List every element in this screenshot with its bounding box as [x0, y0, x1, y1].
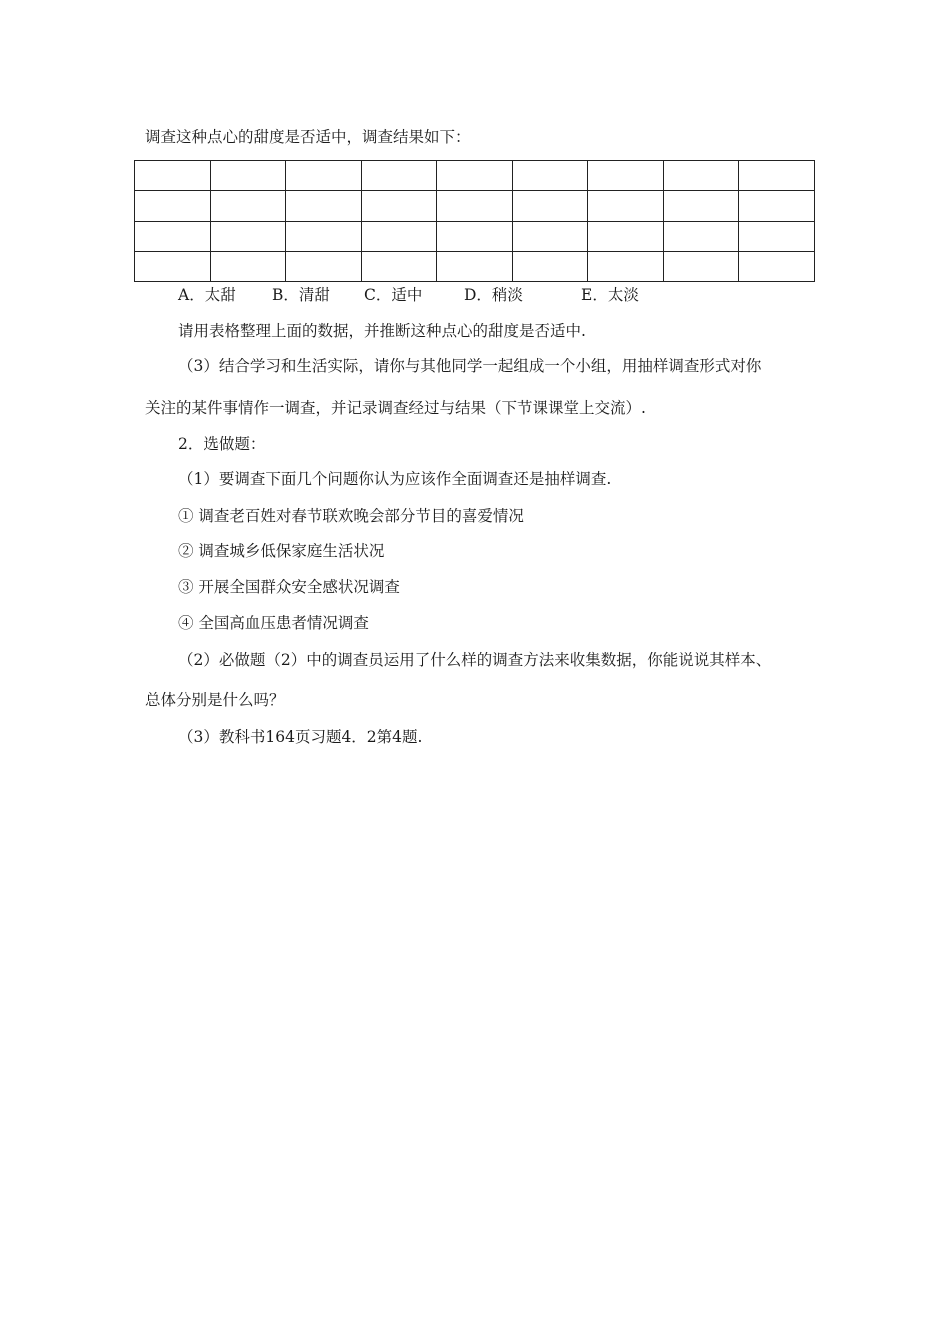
table-cell [286, 191, 362, 221]
table-cell [588, 191, 664, 221]
option-c: C．适中 [364, 286, 423, 304]
optional-question-3: （3）教科书164页习题4．2第4题. [178, 728, 423, 746]
table-cell [135, 161, 211, 191]
table-cell [663, 161, 739, 191]
survey-results-table [134, 160, 815, 282]
table-cell [739, 221, 815, 251]
option-d: D．稍淡 [464, 286, 523, 304]
table-cell [135, 221, 211, 251]
table-cell [210, 221, 286, 251]
table-cell [135, 251, 211, 281]
table-cell [437, 191, 513, 221]
table-cell [588, 221, 664, 251]
table-cell [739, 161, 815, 191]
table-cell [437, 161, 513, 191]
table-row [135, 251, 815, 281]
table-cell [210, 161, 286, 191]
list-item: ① 调查老百姓对春节联欢晚会部分节目的喜爱情况 [178, 507, 524, 525]
table-cell [286, 251, 362, 281]
table-cell [286, 161, 362, 191]
task-3-line-2: 关注的某件事情作一调查，并记录调查经过与结果（下节课课堂上交流）. [145, 399, 646, 417]
table-cell [361, 221, 437, 251]
intro-text: 调查这种点心的甜度是否适中，调查结果如下： [145, 128, 471, 146]
list-item: ② 调查城乡低保家庭生活状况 [178, 542, 385, 560]
table-cell [210, 191, 286, 221]
table-cell [361, 161, 437, 191]
table-cell [512, 191, 588, 221]
option-e: E．太淡 [581, 286, 639, 304]
option-a: A．太甜 [178, 286, 236, 304]
table-cell [512, 221, 588, 251]
table-cell [361, 191, 437, 221]
table-row [135, 221, 815, 251]
table-row [135, 191, 815, 221]
table-cell [512, 251, 588, 281]
list-item: ④ 全国高血压患者情况调查 [178, 614, 369, 632]
optional-question-2-line-1: （2）必做题（2）中的调查员运用了什么样的调查方法来收集数据，你能说说其样本、 [178, 651, 772, 669]
list-item: ③ 开展全国群众安全感状况调查 [178, 578, 400, 596]
table-cell [588, 251, 664, 281]
table-cell [437, 221, 513, 251]
table-cell [739, 191, 815, 221]
option-b: B．清甜 [272, 286, 330, 304]
table-cell [135, 191, 211, 221]
table-row [135, 161, 815, 191]
table-cell [210, 251, 286, 281]
task-3-line-1: （3）结合学习和生活实际，请你与其他同学一起组成一个小组，用抽样调查形式对你 [178, 357, 762, 375]
table-cell [663, 221, 739, 251]
instruction-organize-data: 请用表格整理上面的数据，并推断这种点心的甜度是否适中. [178, 322, 586, 340]
table-cell [663, 251, 739, 281]
table-cell [512, 161, 588, 191]
optional-question-1: （1）要调查下面几个问题你认为应该作全面调查还是抽样调查. [178, 470, 612, 488]
sweetness-options [178, 285, 639, 305]
table-cell [437, 251, 513, 281]
optional-heading: 2．选做题： [178, 435, 266, 453]
table-cell [739, 251, 815, 281]
table-cell [286, 221, 362, 251]
table-cell [663, 191, 739, 221]
table-cell [361, 251, 437, 281]
table-cell [588, 161, 664, 191]
optional-question-2-line-2: 总体分别是什么吗？ [145, 691, 285, 709]
